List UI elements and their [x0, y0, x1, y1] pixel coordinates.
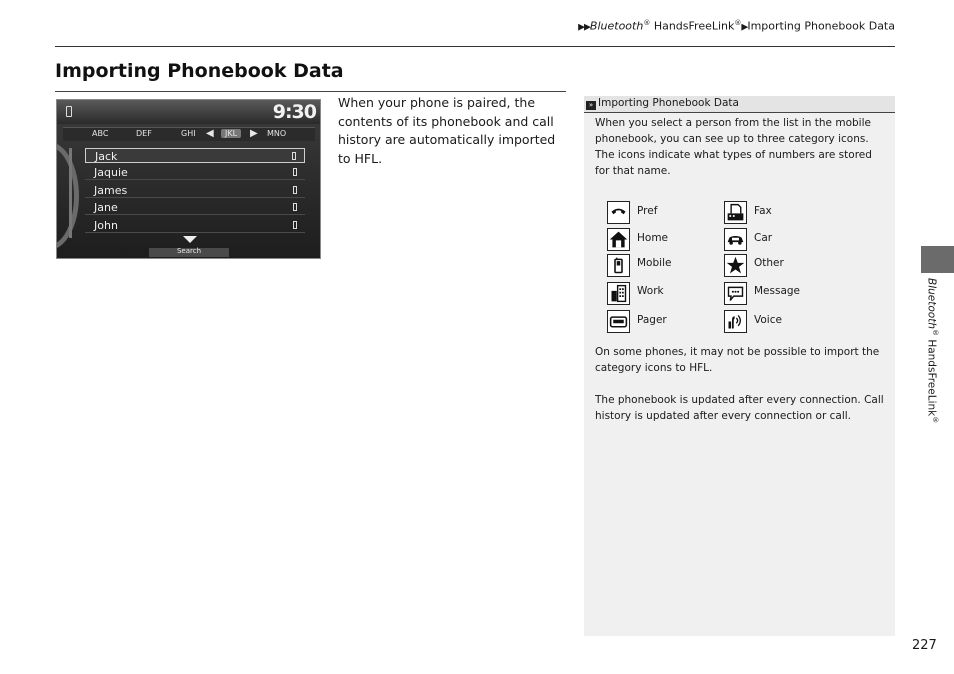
mobile-icon	[293, 203, 297, 211]
mobile-icon	[293, 221, 297, 229]
breadcrumb: ▶▶Bluetooth® HandsFreeLink®▶Importing Phonebook Data	[578, 19, 895, 33]
panel-note-category-icons: On some phones, it may not be possible to import the category icons to HFL.	[595, 346, 880, 374]
screen-status-bar	[57, 100, 320, 124]
icon-label-work: Work	[637, 285, 664, 297]
voice-icon	[724, 310, 747, 333]
header-divider	[55, 46, 895, 47]
tab-abc: ABC	[92, 129, 109, 138]
contact-row: Jane	[85, 200, 305, 215]
main-paragraph: When your phone is paired, the contents of its phonebook and call history are automatically imported to HFL.	[338, 95, 556, 166]
phonebook-screen-image	[56, 99, 321, 259]
panel-heading: » Importing Phonebook Data	[584, 96, 895, 113]
note-marker-icon: »	[586, 101, 596, 110]
icon-label-pager: Pager	[637, 314, 667, 326]
icon-label-message: Message	[754, 285, 801, 297]
tab-ghi: GHI	[181, 129, 196, 138]
contact-row: Jaquie	[85, 165, 305, 180]
panel-intro: When you select a person from the list in the mobile phonebook, you can see up to three category icons. The icons indicate what types of numbers are stored for that name.	[595, 117, 872, 177]
screen-clock: 9:30	[272, 101, 316, 123]
message-bubble-icon	[724, 282, 747, 305]
panel-note-updates: The phonebook is updated after every connection. Call history is updated after every connection or call.	[595, 394, 884, 422]
title-divider	[55, 91, 566, 92]
mobile-icon	[292, 152, 296, 160]
dial-arc-decoration	[56, 142, 79, 250]
breadcrumb-part-handsfreelink: HandsFreeLink	[650, 19, 735, 33]
icon-label-car: Car	[754, 232, 773, 244]
tab-mno: MNO	[267, 129, 287, 138]
tab-left-arrow-icon: ◀	[206, 128, 214, 139]
breadcrumb-part-current: Importing Phonebook Data	[747, 19, 895, 33]
tab-def: DEF	[136, 129, 152, 138]
icon-label-voice: Voice	[754, 314, 782, 326]
tab-right-arrow-icon: ▶	[250, 128, 258, 139]
breadcrumb-part-bluetooth: Bluetooth	[589, 19, 644, 33]
page-number: 227	[912, 638, 937, 653]
icon-label-pref: Pref	[637, 205, 658, 217]
page-title: Importing Phonebook Data	[55, 60, 344, 82]
pref-phone-icon	[607, 201, 630, 224]
chapter-tab	[921, 246, 954, 273]
mobile-icon	[293, 186, 297, 194]
contact-row: James	[85, 183, 305, 198]
car-icon	[724, 228, 747, 251]
work-building-icon	[607, 282, 630, 305]
pager-icon	[607, 310, 630, 333]
info-panel	[584, 96, 895, 636]
icon-label-other: Other	[754, 257, 784, 269]
mobile-phone-icon	[607, 254, 630, 277]
search-label: Search	[176, 247, 202, 255]
mobile-icon	[293, 168, 297, 176]
home-icon	[607, 228, 630, 251]
alphabet-tabs	[63, 127, 315, 141]
breadcrumb-arrow-icon: ▶	[741, 22, 748, 33]
icon-label-home: Home	[637, 232, 669, 244]
fax-icon	[724, 201, 747, 224]
icon-label-mobile: Mobile	[637, 257, 672, 269]
contact-row: Jack	[85, 148, 305, 163]
search-bar	[149, 248, 229, 257]
chapter-label: Bluetooth® HandsFreeLink®	[925, 278, 939, 424]
star-icon	[724, 254, 747, 277]
contact-row: John	[85, 218, 305, 233]
icon-label-fax: Fax	[754, 205, 772, 217]
tab-jkl: JKL	[221, 129, 241, 138]
breadcrumb-arrow-icon: ▶▶	[578, 22, 590, 33]
phone-status-icon	[66, 106, 72, 117]
chevron-down-icon	[183, 236, 197, 243]
screen-scrollbar	[69, 148, 72, 238]
